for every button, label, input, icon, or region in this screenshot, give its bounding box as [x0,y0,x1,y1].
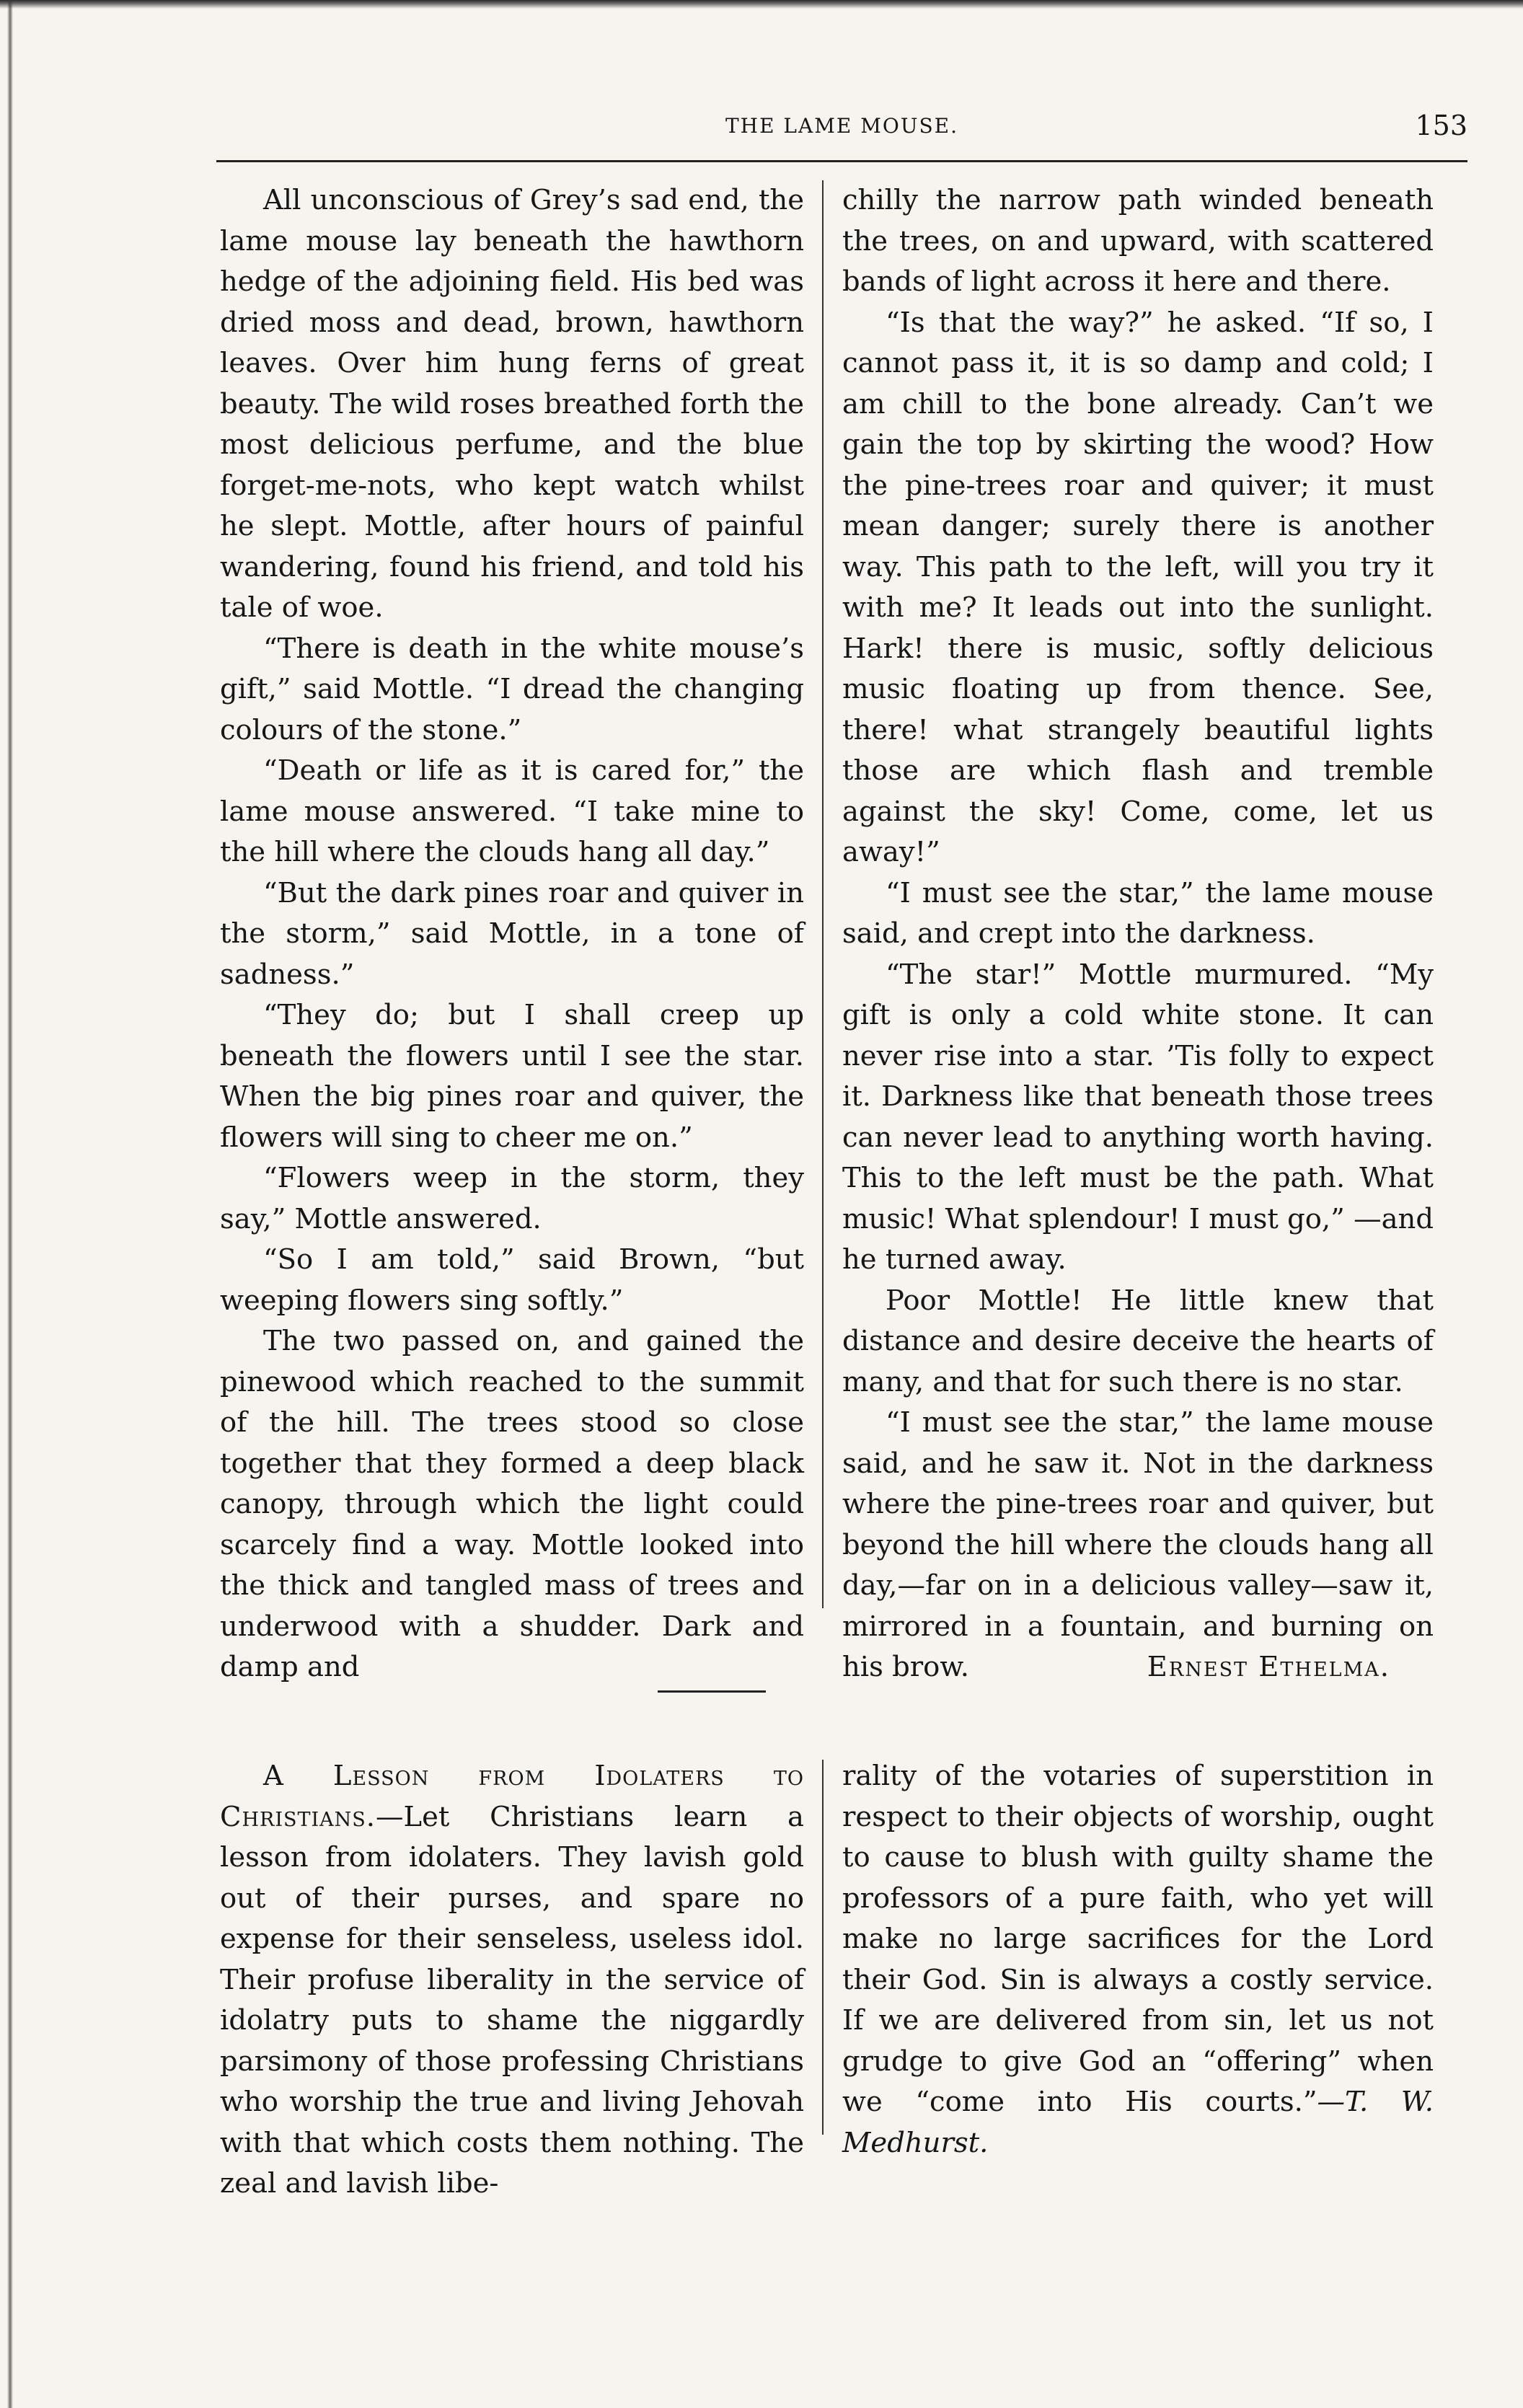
article-attribution: —T. W. Medhurst. [842,2086,1434,2159]
story-paragraph-continued: chilly the narrow path winded beneath the trees, on and upward, with scattered bands of light across it here and there. [842,184,1434,298]
column-divider-lower [822,1760,824,2135]
story-paragraph: “But the dark pines roar and quiver in the storm,” said Mottle, in a tone of sadness.” [220,876,804,991]
article-body-right: rality of the votaries of superstition in respect to their objects of worship, ought to cause to blush with guilty shame the professors of a pure faith, who yet will make no large sacrifices for the Lord their God. Sin is always a costly service. If we are delivered from sin, let us not grudge to give God an “offering” when we “come into His courts.” [842,1760,1434,2118]
author-signature: Ernest Ethelma. [1147,1651,1390,1683]
story-right-column [842,180,1434,1688]
column-divider [822,180,824,1608]
section-rule [658,1690,766,1693]
article-left-column [220,1756,804,2205]
scan-edge-left [7,0,13,2408]
story-left-column [220,180,804,1688]
story-paragraph-last [842,1403,1434,1688]
story-paragraph: “Death or life as it is cared for,” the lame mouse answered. “I take mine to the hill where the clouds hang all day.” [220,754,804,868]
story-final-text: “I must see the star,” the lame mouse said, and he saw it. Not in the darkness where the pine-trees roar and quiver, but beyond the hill where the clouds hang all day,—far on in a delicious valley—saw it, mirrored in a fountain, and burning on his brow. [842,1406,1434,1683]
article-title: A Lesson from Idolaters to Christians. [220,1760,804,1833]
article-paragraph [220,1756,804,2205]
page-number: 153 [1415,110,1467,141]
article-paragraph-continued [842,1756,1434,2164]
article-body-left: —Let Christians learn a lesson from idolaters. They lavish gold out of their purses, and spare no expense for their senseless, useless idol. Their profuse liberality in the service of idolatry puts to shame the niggardly parsimony of those professing Christians who worship the true and living Jehovah with that which costs them nothing. The zeal and lavish libe- [220,1800,804,2200]
running-title: THE LAME MOUSE. [725,114,958,138]
story-paragraph: “So I am told,” said Brown, “but weeping flowers sing softly.” [220,1243,804,1317]
story-paragraph: “Flowers weep in the storm, they say,” Mottle answered. [220,1162,804,1235]
story-paragraph: “They do; but I shall creep up beneath the flowers until I see the star. When the big pines roar and quiver, the flowers will sing to cheer me on.” [220,999,804,1154]
story-paragraph: “There is death in the white mouse’s gift,” said Mottle. “I dread the changing colours of the stone.” [220,632,804,746]
story-paragraph: The two passed on, and gained the pinewood which reached to the summit of the hill. The trees stood so close together that they formed a deep black canopy, through which the light could scarcely find a way. Mottle looked into the thick and tangled mass of trees and underwood with a shudder. Dark and damp and [220,1325,804,1683]
story-paragraph: “The star!” Mottle murmured. “My gift is only a cold white stone. It can never rise into a star. ’Tis folly to expect it. Darkness like that beneath those trees can never lead to anything worth having. This to the left must be the path. What music! What splendour! I must go,” —and he turned away. [842,958,1434,1276]
header-rule [216,160,1467,162]
story-paragraph: Poor Mottle! He little knew that distance and desire deceive the hearts of many, and that for such there is no star. [842,1284,1434,1398]
article-right-column [842,1756,1434,2164]
story-paragraph: “Is that the way?” he asked. “If so, I cannot pass it, it is so damp and cold; I am chill to the bone already. Can’t we gain the top by skirting the wood? How the pine-trees roar and quiver; it must mean danger; surely there is another way. This path to the left, will you try it with me? It leads out into the sunlight. Hark! there is music, softly delicious music floating up from thence. See, there! what strangely beautiful lights those are which flash and tremble against the sky! Come, come, let us away!” [842,306,1434,868]
story-paragraph: All unconscious of Grey’s sad end, the lame mouse lay beneath the hawthorn hedge of the adjoining field. His bed was dried moss and dead, brown, hawthorn leaves. Over him hung ferns of great beauty. The wild roses breathed forth the most delicious perfume, and the blue forget-me-nots, who kept watch whilst he slept. Mottle, after hours of painful wandering, found his friend, and told his tale of woe. [220,184,804,624]
scan-edge-top [0,0,1523,9]
story-paragraph: “I must see the star,” the lame mouse said, and crept into the darkness. [842,876,1434,950]
page-header [216,110,1467,150]
